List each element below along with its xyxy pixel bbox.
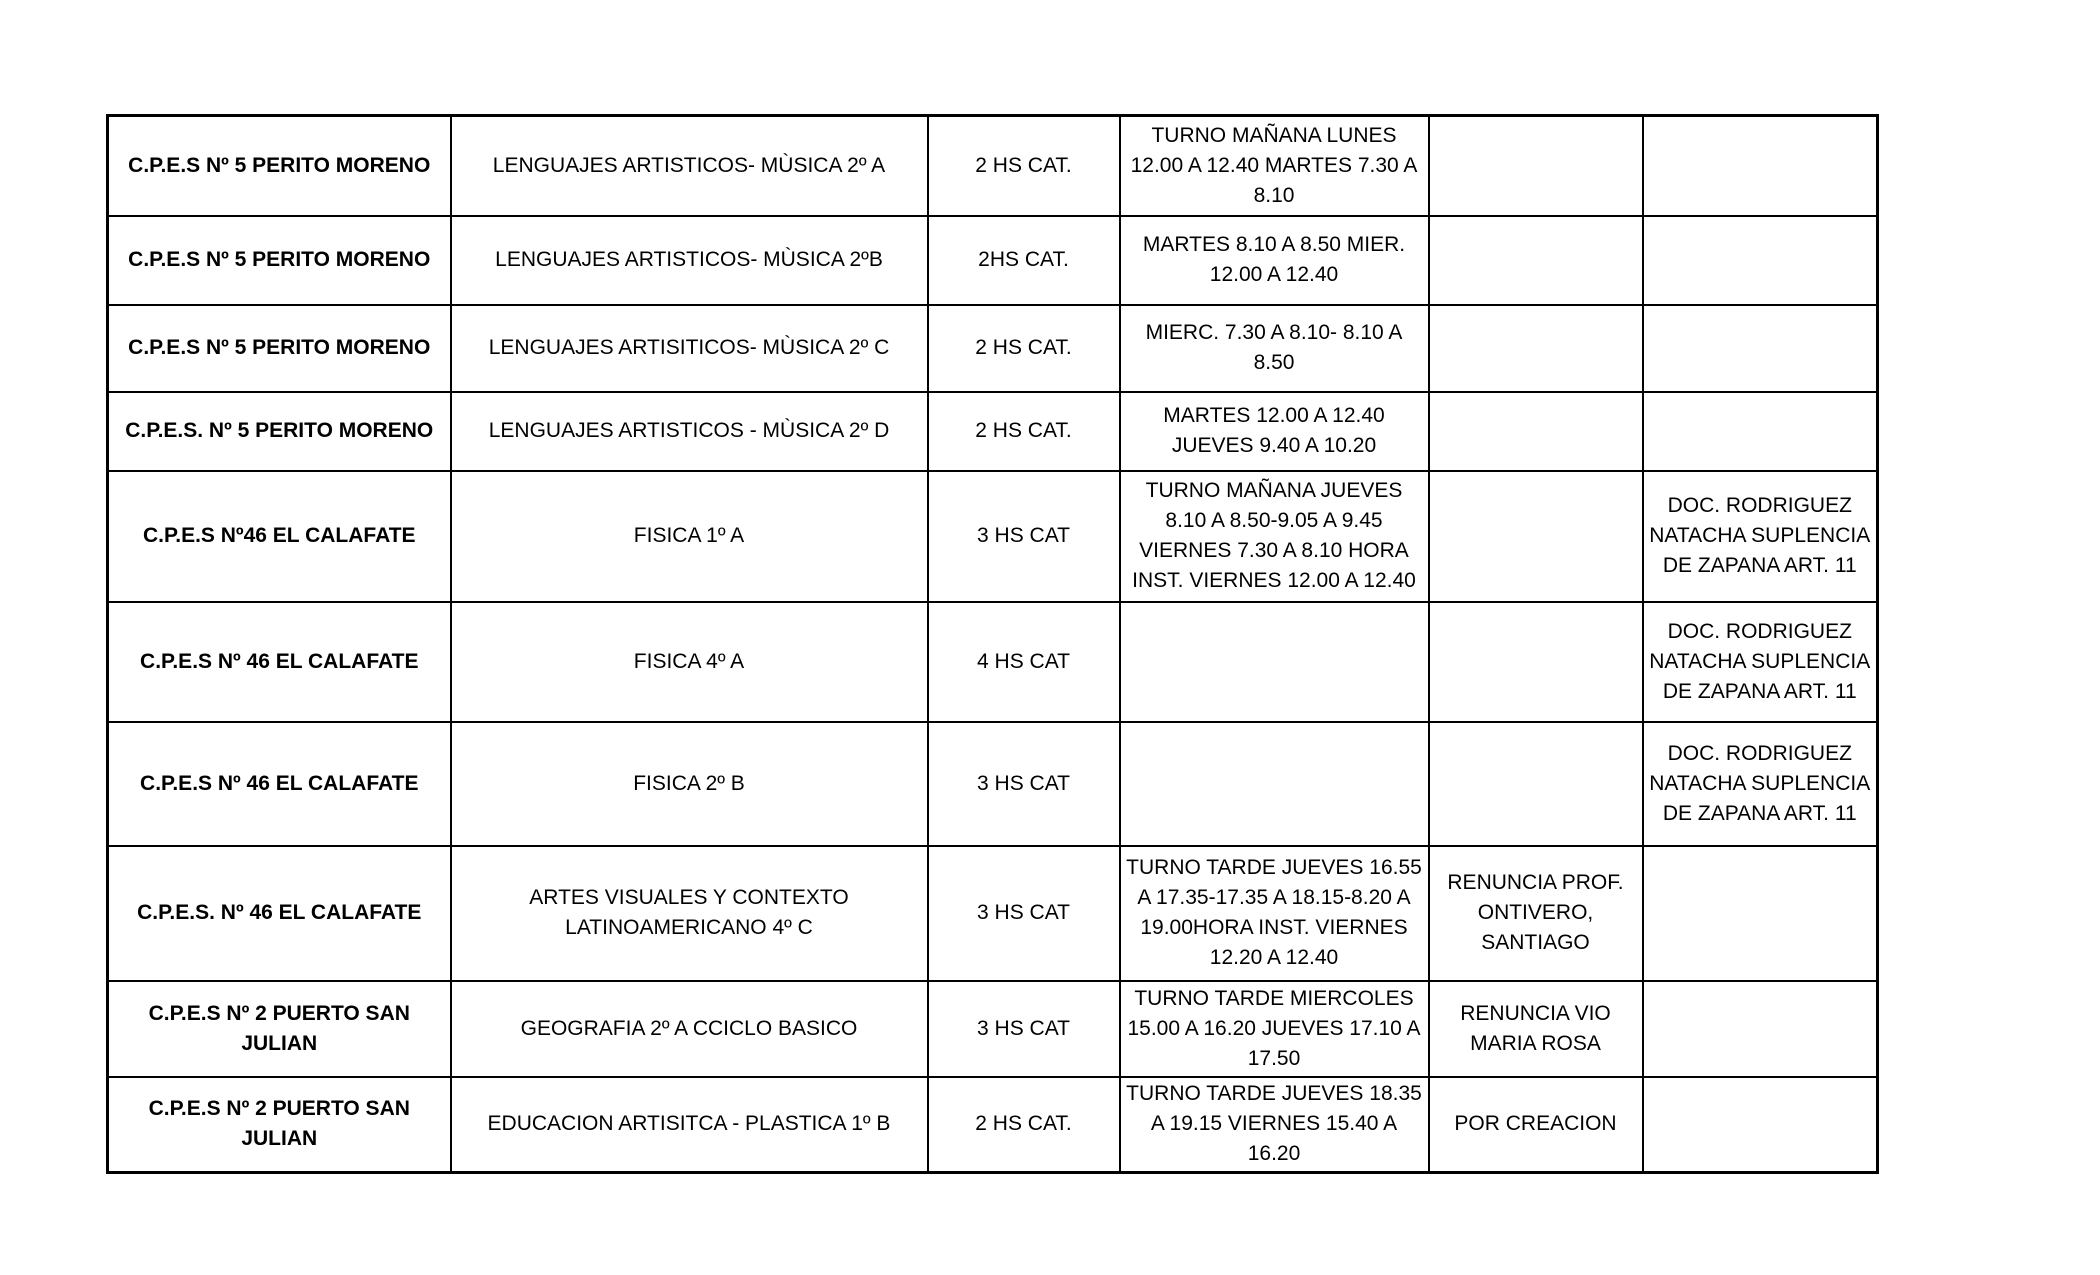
reason-cell: RENUNCIA VIO MARIA ROSA xyxy=(1429,981,1643,1077)
notes-cell xyxy=(1643,846,1878,981)
schedule-cell: TURNO TARDE JUEVES 18.35 A 19.15 VIERNES 15.40 A 16.20 xyxy=(1120,1077,1429,1173)
table-row xyxy=(108,392,1878,471)
notes-cell: DOC. RODRIGUEZ NATACHA SUPLENCIA DE ZAPANA ART. 11 xyxy=(1643,722,1878,846)
notes-cell xyxy=(1643,392,1878,471)
hours-cell: 2 HS CAT. xyxy=(928,392,1120,471)
hours-cell: 3 HS CAT xyxy=(928,981,1120,1077)
schedule-cell: TURNO MAÑANA JUEVES 8.10 A 8.50-9.05 A 9.45 VIERNES 7.30 A 8.10 HORA INST. VIERNES 12.00 A 12.40 xyxy=(1120,471,1429,602)
reason-cell xyxy=(1429,602,1643,722)
table-row xyxy=(108,116,1878,216)
table-row xyxy=(108,1077,1878,1173)
notes-cell xyxy=(1643,981,1878,1077)
school-cell: C.P.E.S Nº 5 PERITO MORENO xyxy=(108,216,451,305)
reason-cell xyxy=(1429,722,1643,846)
notes-cell: DOC. RODRIGUEZ NATACHA SUPLENCIA DE ZAPANA ART. 11 xyxy=(1643,602,1878,722)
schedule-cell: TURNO TARDE MIERCOLES 15.00 A 16.20 JUEVES 17.10 A 17.50 xyxy=(1120,981,1429,1077)
schedule-cell: TURNO MAÑANA LUNES 12.00 A 12.40 MARTES 7.30 A 8.10 xyxy=(1120,116,1429,216)
schedule-cell: MARTES 8.10 A 8.50 MIER. 12.00 A 12.40 xyxy=(1120,216,1429,305)
subject-cell: LENGUAJES ARTISTICOS - MÙSICA 2º D xyxy=(451,392,928,471)
table-row xyxy=(108,846,1878,981)
school-cell: C.P.E.S Nº 2 PUERTO SAN JULIAN xyxy=(108,981,451,1077)
school-cell: C.P.E.S Nº 5 PERITO MORENO xyxy=(108,116,451,216)
reason-cell xyxy=(1429,392,1643,471)
table-row xyxy=(108,602,1878,722)
schedule-cell xyxy=(1120,602,1429,722)
reason-cell: POR CREACION xyxy=(1429,1077,1643,1173)
school-cell: C.P.E.S Nº 2 PUERTO SAN JULIAN xyxy=(108,1077,451,1173)
hours-cell: 3 HS CAT xyxy=(928,471,1120,602)
school-cell: C.P.E.S Nº 46 EL CALAFATE xyxy=(108,722,451,846)
reason-cell xyxy=(1429,116,1643,216)
schedule-cell: MIERC. 7.30 A 8.10- 8.10 A 8.50 xyxy=(1120,305,1429,392)
hours-cell: 2 HS CAT. xyxy=(928,116,1120,216)
hours-cell: 3 HS CAT xyxy=(928,846,1120,981)
hours-cell: 2 HS CAT. xyxy=(928,305,1120,392)
school-cell: C.P.E.S. Nº 46 EL CALAFATE xyxy=(108,846,451,981)
school-cell: C.P.E.S Nº46 EL CALAFATE xyxy=(108,471,451,602)
hours-cell: 4 HS CAT xyxy=(928,602,1120,722)
school-cell: C.P.E.S Nº 46 EL CALAFATE xyxy=(108,602,451,722)
subject-cell: LENGUAJES ARTISTICOS- MÙSICA 2º A xyxy=(451,116,928,216)
subject-cell: LENGUAJES ARTISTICOS- MÙSICA 2ºB xyxy=(451,216,928,305)
table-row xyxy=(108,216,1878,305)
subject-cell: FISICA 2º B xyxy=(451,722,928,846)
schedule-cell: MARTES 12.00 A 12.40 JUEVES 9.40 A 10.20 xyxy=(1120,392,1429,471)
hours-cell: 2HS CAT. xyxy=(928,216,1120,305)
subject-cell: FISICA 4º A xyxy=(451,602,928,722)
notes-cell xyxy=(1643,1077,1878,1173)
reason-cell: RENUNCIA PROF. ONTIVERO, SANTIAGO xyxy=(1429,846,1643,981)
schedule-cell xyxy=(1120,722,1429,846)
reason-cell xyxy=(1429,305,1643,392)
subject-cell: GEOGRAFIA 2º A CCICLO BASICO xyxy=(451,981,928,1077)
reason-cell xyxy=(1429,471,1643,602)
schedule-cell: TURNO TARDE JUEVES 16.55 A 17.35-17.35 A 18.15-8.20 A 19.00HORA INST. VIERNES 12.20 A 12.40 xyxy=(1120,846,1429,981)
school-cell: C.P.E.S Nº 5 PERITO MORENO xyxy=(108,305,451,392)
table-row xyxy=(108,305,1878,392)
hours-cell: 2 HS CAT. xyxy=(928,1077,1120,1173)
reason-cell xyxy=(1429,216,1643,305)
notes-cell xyxy=(1643,216,1878,305)
table-row xyxy=(108,722,1878,846)
subject-cell: LENGUAJES ARTISITICOS- MÙSICA 2º C xyxy=(451,305,928,392)
table-row xyxy=(108,981,1878,1077)
notes-cell xyxy=(1643,116,1878,216)
subject-cell: EDUCACION ARTISITCA - PLASTICA 1º B xyxy=(451,1077,928,1173)
school-cell: C.P.E.S. Nº 5 PERITO MORENO xyxy=(108,392,451,471)
table-row xyxy=(108,471,1878,602)
subject-cell: FISICA 1º A xyxy=(451,471,928,602)
hours-cell: 3 HS CAT xyxy=(928,722,1120,846)
notes-cell xyxy=(1643,305,1878,392)
vacancy-table xyxy=(106,114,1879,1174)
notes-cell: DOC. RODRIGUEZ NATACHA SUPLENCIA DE ZAPANA ART. 11 xyxy=(1643,471,1878,602)
subject-cell: ARTES VISUALES Y CONTEXTO LATINOAMERICANO 4º C xyxy=(451,846,928,981)
